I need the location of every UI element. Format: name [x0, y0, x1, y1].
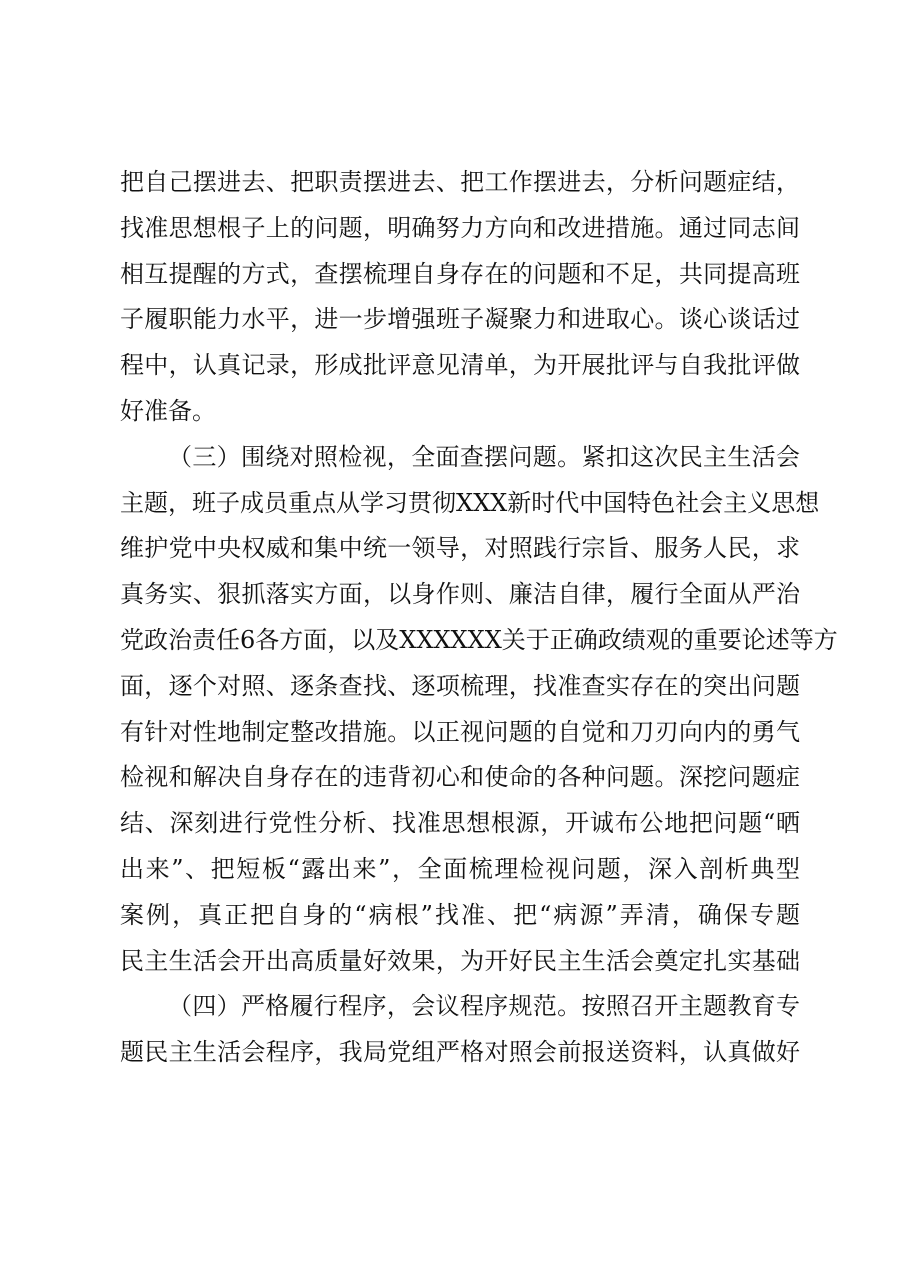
paragraph-line: 党政治责任6各方面，以及XXXXXX关于正确政绩观的重要论述等方	[120, 625, 838, 654]
paragraph-line: 面，逐个对照、逐条查找、逐项梳理，找准查实存在的突出问题	[120, 671, 800, 700]
paragraph-line: 真务实、狠抓落实方面，以身作则、廉洁自律，履行全面从严治	[120, 580, 800, 609]
paragraph-line: 案例，真正把自身的“病根”找准、把“病源”弄清，确保专题	[120, 900, 800, 929]
document-body	[120, 160, 838, 1076]
paragraph-line: 有针对性地制定整改措施。以正视问题的自觉和刀刃向内的勇气	[120, 717, 800, 746]
paragraph-line: 民主生活会开出高质量好效果，为开好民主生活会奠定扎实基础	[120, 946, 800, 975]
paragraph-line: 维护党中央权威和集中统一领导，对照践行宗旨、服务人民，求	[120, 534, 800, 563]
paragraph-line: 好准备。	[120, 396, 216, 425]
paragraph-line: 把自己摆进去、把职责摆进去、把工作摆进去，分析问题症结，	[120, 168, 800, 196]
paragraph-line: 相互提醒的方式，查摆梳理自身存在的问题和不足，共同提高班	[120, 259, 800, 288]
section-heading-line: （四）严格履行程序，会议程序规范。按照召开主题教育专	[168, 992, 800, 1021]
paragraph-line: 出来”、把短板“露出来”，全面梳理检视问题，深入剖析典型	[120, 854, 800, 883]
paragraph-line: 找准思想根子上的问题，明确努力方向和改进措施。通过同志间	[120, 213, 800, 242]
paragraph-line: 子履职能力水平，进一步增强班子凝聚力和进取心。谈心谈话过	[120, 305, 800, 334]
paragraph-line: 主题，班子成员重点从学习贯彻XXX新时代中国特色社会主义思想	[120, 488, 820, 517]
paragraph-line: 程中，认真记录，形成批评意见清单，为开展批评与自我批评做	[120, 351, 800, 380]
section-heading-line: （三）围绕对照检视，全面查摆问题。紧扣这次民主生活会	[168, 442, 800, 471]
paragraph-line: 结、深刻进行党性分析、找准思想根源，开诚布公地把问题“晒	[120, 809, 800, 838]
paragraph-line: 检视和解决自身存在的违背初心和使命的各种问题。深挖问题症	[120, 763, 800, 792]
paragraph-line: 题民主生活会程序，我局党组严格对照会前报送资料，认真做好	[120, 1038, 800, 1067]
